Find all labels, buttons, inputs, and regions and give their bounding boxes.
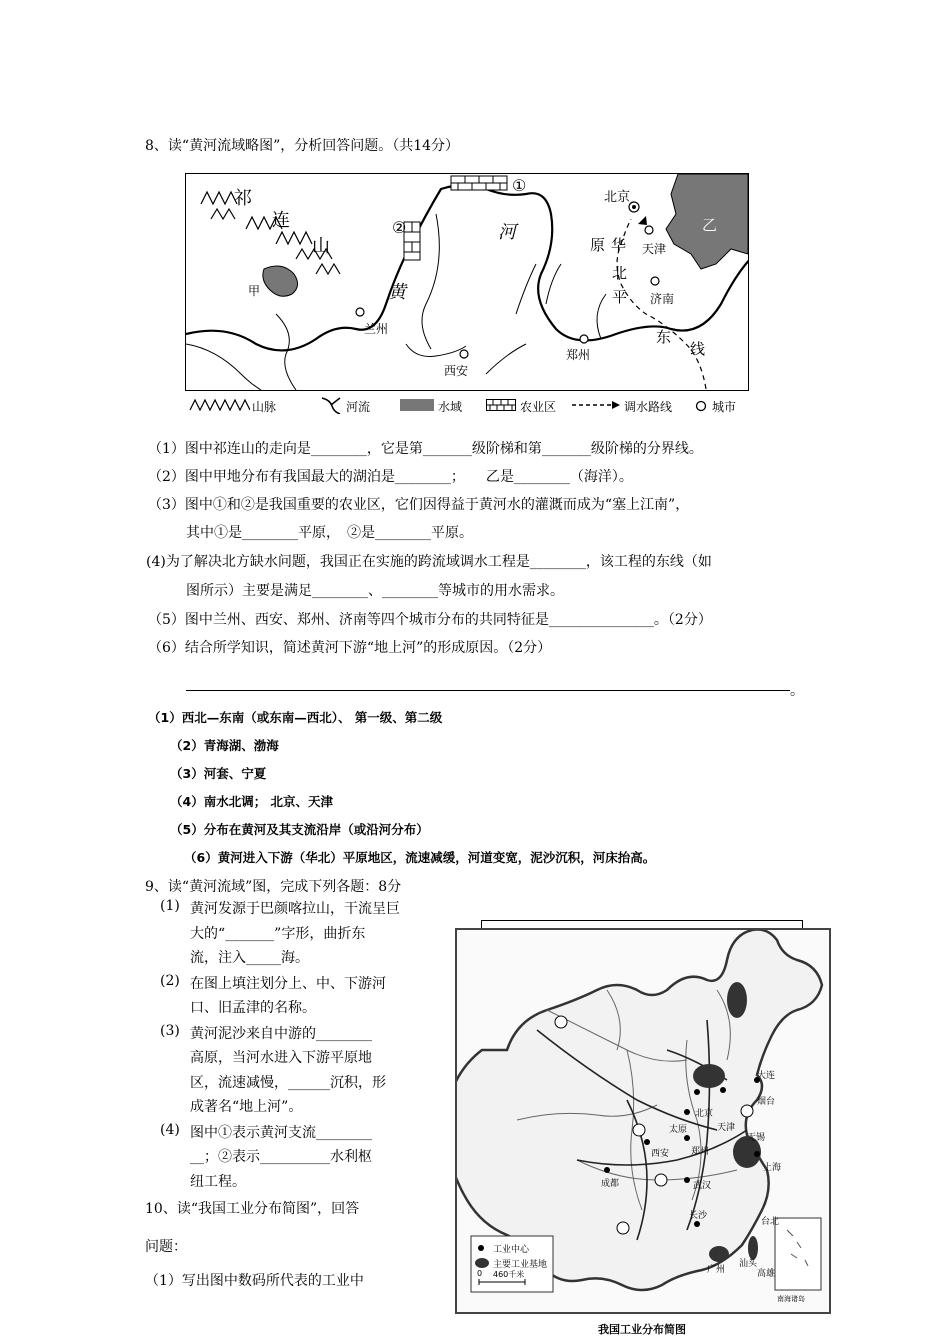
city-label: 大连 (757, 1071, 776, 1081)
q8-item-6: （6）结合所学知识，简述黄河下游“地上河”的形成原因。（2分） (148, 640, 552, 656)
industrial-base (727, 982, 747, 1018)
city-label: 烟台 (757, 1097, 776, 1107)
q8-item-3-cont: 其中①是________平原， ②是________平原。 (186, 525, 473, 541)
q9-item-2-l1: 在图上填注划分上、中、下游河 (190, 976, 386, 992)
label-he: 河 (498, 222, 516, 243)
q8-answer-2: （2）青海湖、渤海 (170, 738, 279, 753)
answer-line (186, 690, 790, 691)
q10-title: 10、读“我国工业分布简图”，回答 (145, 1201, 360, 1217)
city-label: 天津 (717, 1123, 736, 1133)
city-label: 太原 (669, 1125, 688, 1135)
label-dong: 东 (656, 328, 672, 346)
legend-water: 水域 (438, 400, 463, 414)
city-legend-icon (694, 399, 708, 413)
industry-distribution-map (455, 928, 831, 1314)
q8-item-4: (4)为了解决北方缺水问题，我国正在实施的跨流域调水工程是________，该工程的东线（如 (146, 554, 712, 570)
city-marker (460, 350, 468, 358)
legend-mountain: 山脉 (252, 400, 277, 414)
q9-item-3-l2: 高原，当河水进入下游平原地 (190, 1050, 372, 1066)
city-marker (580, 335, 588, 343)
label-jia: 甲 (248, 284, 261, 298)
q9-title: 9、读“黄河流域”图，完成下列各题：8分 (145, 879, 402, 895)
city-label: 郑州 (691, 1147, 710, 1157)
label-lian: 连 (272, 210, 290, 231)
industrial-base (693, 1064, 725, 1088)
label-shan: 山 (312, 236, 330, 257)
legend-farm: 农业区 (520, 400, 557, 414)
scale-zero: 0 (477, 1269, 483, 1278)
answer-line-end: 。 (790, 683, 804, 699)
legend-base-label: 主要工业基地 (493, 1260, 548, 1270)
mountain-legend-icon (188, 398, 250, 412)
q9-item-4-l1: 图中①表示黄河支流________ (190, 1125, 372, 1141)
q8-answer-3: （3）河套、宁夏 (170, 766, 267, 781)
industrial-center (684, 1135, 690, 1141)
city-label: 北京 (695, 1109, 714, 1119)
route-legend-icon (572, 400, 622, 410)
label-huang: 黄 (388, 282, 406, 303)
label-bei: 北 (612, 264, 628, 282)
q8-item-4-cont: 图所示）主要是满足________、________等城市的用水需求。 (186, 583, 564, 599)
city-label: 高雄 (757, 1269, 776, 1279)
city-label: 台北 (761, 1217, 780, 1227)
q9-num-4: (4) (160, 1122, 180, 1138)
q8-answer-5: （5）分布在黄河及其支流沿岸（或沿河分布） (170, 822, 429, 837)
route-arrow (638, 216, 647, 225)
label-hua: 华 (611, 236, 627, 254)
q9-item-4-l2: __；②表示__________水利枢 (190, 1149, 372, 1165)
label-zhengzhou: 郑州 (566, 348, 591, 362)
inset-label: 南海诸岛 (777, 1295, 805, 1303)
city-label: 成都 (601, 1179, 620, 1189)
q8-item-3: （3）图中①和②是我国重要的农业区，它们因得益于黄河水的灌溉而成为“塞上江南”， (148, 497, 690, 513)
industrial-center (720, 1087, 726, 1093)
map-legend (188, 396, 748, 416)
q9-item-1-l1: 黄河发源于巴颜喀拉山，干流呈巨 (190, 901, 400, 917)
q9-num-1: (1) (160, 898, 180, 914)
label-yuan: 原 (590, 236, 606, 254)
q9-item-4-l3: 纽工程。 (190, 1174, 246, 1190)
q8-answer-4: （4）南水北调； 北京、天津 (170, 794, 334, 809)
city-marker (651, 277, 659, 285)
q10-item-1: （1）写出图中数码所代表的工业中 (145, 1273, 364, 1289)
q9-num-3: (3) (160, 1023, 180, 1039)
q9-num-2: (2) (160, 973, 180, 989)
label-xian2: 线 (690, 340, 706, 358)
agricultural-area-2 (404, 222, 420, 260)
label-yi: 乙 (702, 216, 718, 234)
label-lanzhou: 兰州 (364, 322, 389, 336)
q8-item-2: （2）图中甲地分布有我国最大的湖泊是________； 乙是________（海洋）。 (148, 469, 633, 485)
city-label: 西安 (651, 1149, 670, 1159)
city-label: 长沙 (689, 1211, 708, 1221)
city-label: 无锡 (747, 1133, 766, 1143)
industrial-center (604, 1167, 610, 1173)
legend-city: 城市 (712, 400, 737, 414)
yellow-river-map-svg (186, 174, 748, 390)
industrial-base (709, 1246, 729, 1262)
river-legend-icon (320, 396, 342, 414)
q8-answer-6: （6）黄河进入下游（华北）平原地区，流速减缓，河道变宽，泥沙沉积，河床抬高。 (184, 850, 656, 865)
lake-jia (263, 266, 298, 296)
q9-item-1-l3: 流，注入_____海。 (190, 950, 309, 966)
label-xian: 西安 (444, 364, 469, 378)
q9-item-1-l2: 大的“_______”字形，曲折东 (190, 926, 366, 942)
water-legend-icon (400, 399, 434, 411)
q8-item-1: （1）图中祁连山的走向是________，它是第_______级阶梯和第_______级阶梯的分界线。 (148, 441, 703, 457)
industrial-center (754, 1151, 760, 1157)
q9-item-2-l2: 口、旧孟津的名称。 (190, 1000, 316, 1016)
industrial-center (694, 1089, 700, 1095)
q9-item-3-l4: 成著名“地上河”。 (190, 1099, 303, 1115)
city-label: 广州 (707, 1265, 726, 1275)
label-tianjin: 天津 (642, 242, 667, 256)
capital-dot (632, 205, 636, 209)
city-label: 上海 (763, 1163, 782, 1173)
q10-title-cont: 问题： (145, 1239, 187, 1255)
q9-item-3-l3: 区，流速减慢，______沉积，形 (190, 1075, 386, 1091)
legend-base-blob (475, 1258, 489, 1268)
city-marker (645, 226, 653, 234)
legend-center-dot (478, 1245, 484, 1251)
label-ping: 平 (612, 288, 628, 306)
farm-legend-icon (486, 399, 516, 411)
label-circle-1: ① (512, 176, 527, 195)
legend-route: 调水路线 (624, 400, 673, 414)
city-label: 汕头 (739, 1259, 758, 1269)
agricultural-area-1 (451, 176, 507, 190)
label-circle-2: ② (392, 218, 407, 237)
q8-title: 8、读“黄河流域略图”，分析回答问题。（共14分） (145, 138, 460, 154)
legend-center-label: 工业中心 (493, 1245, 530, 1255)
industrial-center (644, 1139, 650, 1145)
industrial-center (694, 1221, 700, 1227)
city-label: 武汉 (693, 1181, 712, 1191)
q8-item-5: （5）图中兰州、西安、郑州、济南等四个城市分布的共同特征是_______________。（2分） (148, 612, 712, 628)
q9-item-3-l1: 黄河泥沙来自中游的________ (190, 1026, 372, 1042)
label-jinan: 济南 (650, 292, 675, 306)
scale-label: 460千米 (493, 1270, 525, 1279)
label-beijing: 北京 (604, 190, 631, 205)
industrial-center (684, 1109, 690, 1115)
city-marker (356, 308, 364, 316)
label-qi: 祁 (234, 188, 252, 209)
legend-river: 河流 (346, 400, 371, 414)
q8-answer-1: （1）西北—东南（或东南—西北）、 第一级、第二级 (148, 710, 443, 725)
south-sea-inset (775, 1218, 821, 1290)
industry-map-caption: 我国工业分布简图 (598, 1323, 686, 1336)
industrial-center (684, 1177, 690, 1183)
yellow-river-basin-map (185, 173, 749, 391)
